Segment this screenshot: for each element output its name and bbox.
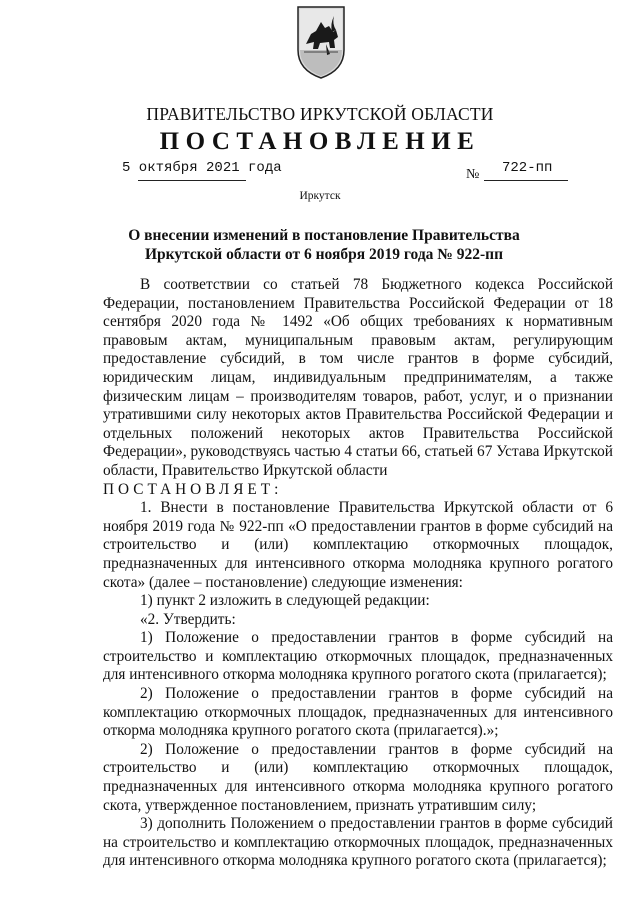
body-paragraph: 1. Внести в постановление Правительства Иркутской области от 6 ноября 2019 года № 922-пп «О предоставлении грантов в форме субсидий на строительство и (или) комплектацию откормочных площадок, предназначенных для интенсивного откорма молодняка крупного рогатого скота» (далее – постановление) следующие изменения: [103, 499, 613, 591]
body-paragraph: 2) Положение о предоставлении грантов в форме субсидий на строительство и (или) комплектацию откормочных площадок, предназначенных для интенсивного откорма молодняка крупного рогатого скота, утвержденное постановлением, признать утратившим силу; [103, 740, 613, 814]
number-sign: № [466, 167, 480, 182]
body-paragraph: «2. Утвердить: [140, 610, 236, 628]
body-paragraph: 1) пункт 2 изложить в следующей редакции: [140, 592, 430, 610]
coat-of-arms-icon [296, 4, 346, 80]
number-underline [484, 180, 568, 181]
date-underline [138, 180, 246, 181]
resolves-word: ПОСТАНОВЛЯЕТ: [103, 480, 283, 498]
document-date: 5 октября 2021 года [122, 160, 282, 176]
body-paragraph: 1) Положение о предоставлении грантов в форме субсидий на строительство и комплектацию откормочных площадок, предназначенных для интенсивного откорма молодняка крупного рогатого скота (прилагается); [103, 629, 613, 684]
body-paragraph: 2) Положение о предоставлении грантов в форме субсидий на комплектацию откормочных площадок, предназначенных для интенсивного откорма молодняка крупного рогатого скота (прилагается).»; [103, 685, 613, 740]
preamble-paragraph: В соответствии со статьей 78 Бюджетного кодекса Российской Федерации, постановлением Правительства Российской Федерации от 18 сентября 2020 года № 1492 «Об общих требованиях к нормативным правовым актам, муниципальным правовым актам, регулирующим предоставление субсидий, в том числе грантов в форме субсидий, юридическим лицам, индивидуальным предпринимателям, а также физическим лицам – производителям товаров, работ, услуг, и о признании утратившими силу некоторых актов Правительства Российской Федерации и отдельных положений некоторых актов Правительства Российской Федерации», руководствуясь частью 4 статьи 66, статьей 67 Устава Иркутской области, Правительство Иркутской области [103, 276, 613, 479]
document-body [103, 276, 613, 871]
body-paragraph: 3) дополнить Положением о предоставлении грантов в форме субсидий на строительство и комплектацию откормочных площадок, предназначенных для интенсивного откорма молодняка крупного рогатого скота (прилагается); [103, 815, 613, 870]
document-title: О внесении изменений в постановление Правительства Иркутской области от 6 ноября 2019 года № 922-пп [128, 227, 520, 263]
document-number: 722-пп [502, 160, 553, 176]
document-type: ПОСТАНОВЛЕНИЕ [159, 128, 481, 155]
city: Иркутск [299, 190, 341, 202]
government-name: ПРАВИТЕЛЬСТВО ИРКУТСКОЙ ОБЛАСТИ [146, 104, 494, 124]
